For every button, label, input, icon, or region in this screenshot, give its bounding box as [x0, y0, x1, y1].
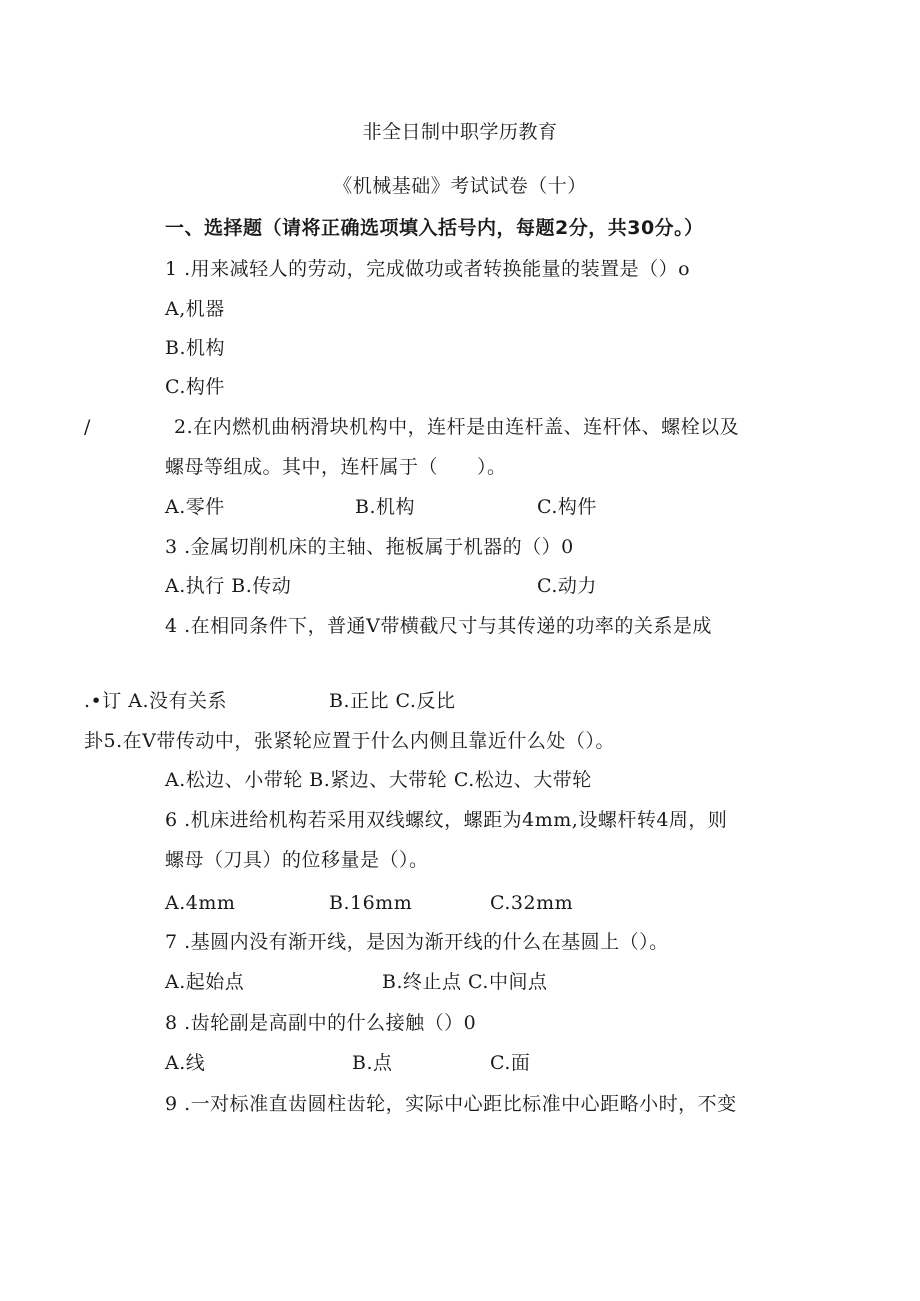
q5-options: A.松边、小带轮 B.紧边、大带轮 C.松边、大带轮 [165, 769, 592, 791]
q8-option-a: A.线 [165, 1052, 206, 1074]
q6-option-a: A.4mm [165, 892, 236, 914]
question-6-line2: 螺母（刀具）的位移量是（）。 [165, 849, 429, 871]
question-7: 7 .基圆内没有渐开线，是因为渐开线的什么在基圆上（）。 [165, 931, 669, 953]
doc-title: 非全日制中职学历教育 [362, 121, 558, 143]
question-5: 卦5.在V带传动中，张紧轮应置于什么内侧且靠近什么处（）。 [84, 730, 615, 752]
q8-option-b: B.点 [352, 1052, 393, 1074]
question-8: 8 .齿轮副是高副中的什么接触（）0 [165, 1012, 477, 1034]
q7-option-bc: B.终止点 C.中间点 [382, 971, 548, 993]
q3-option-c: C.动力 [537, 575, 597, 597]
question-2-line2: 螺母等组成。其中，连杆属于（ ）。 [165, 456, 507, 478]
margin-mark: / [84, 416, 91, 438]
q7-option-a: A.起始点 [165, 971, 245, 993]
q2-option-a: A.零件 [165, 496, 225, 518]
q4-option-a: .•订 A.没有关系 [84, 690, 228, 712]
q1-option-c: C.构件 [165, 376, 225, 398]
section-heading: 一、选择题（请将正确选项填入括号内，每题2分，共30分。） [165, 217, 704, 239]
q6-option-c: C.32mm [490, 892, 574, 914]
q3-option-ab: A.执行 B.传动 [165, 575, 292, 597]
question-3: 3 .金属切削机床的主轴、拖板属于机器的（）0 [165, 536, 574, 558]
q4-option-bc: B.正比 C.反比 [329, 690, 456, 712]
question-1: 1 .用来减轻人的劳动，完成做功或者转换能量的装置是（）o [165, 258, 691, 280]
exam-title: 《机械基础》考试试卷（十） [333, 175, 587, 197]
q2-option-b: B.机构 [355, 496, 416, 518]
question-2-line1: 2.在内燃机曲柄滑块机构中，连杆是由连杆盖、连杆体、螺栓以及 [174, 416, 740, 438]
question-6-line1: 6 .机床进给机构若采用双线螺纹，螺距为4mm,设螺杆转4周，则 [165, 809, 728, 831]
q8-option-c: C.面 [490, 1052, 531, 1074]
question-9: 9 .一对标准直齿圆柱齿轮，实际中心距比标准中心距略小时，不变 [165, 1093, 737, 1115]
question-4: 4 .在相同条件下，普通V带横截尺寸与其传递的功率的关系是成 [165, 615, 712, 637]
q2-option-c: C.构件 [537, 496, 597, 518]
q1-option-a: A,机器 [165, 298, 225, 320]
q6-option-b: B.16mm [329, 892, 413, 914]
q1-option-b: B.机构 [165, 337, 226, 359]
